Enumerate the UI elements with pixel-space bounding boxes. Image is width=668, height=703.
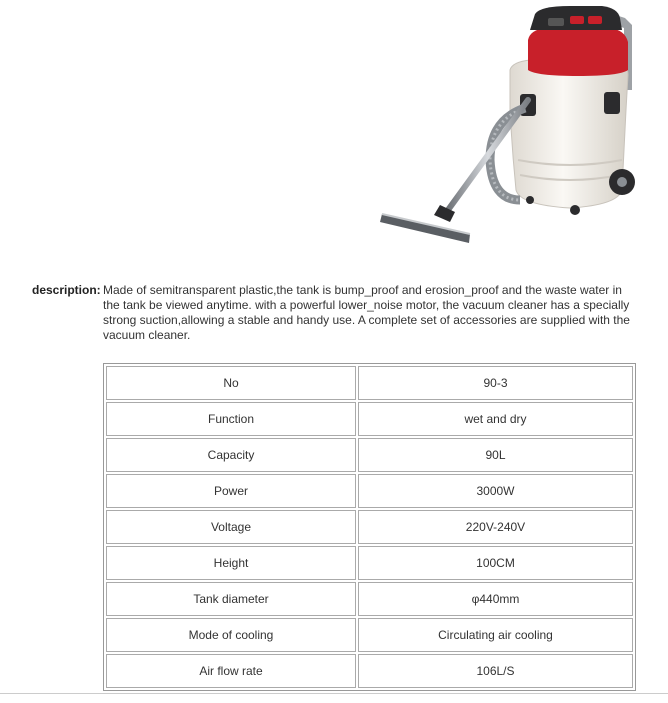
description-text: Made of semitransparent plastic,the tank is bump_proof and erosion_proof and the waste water in the tank be viewed anytime. with a powerful lower_noise motor, the vacuum cleaner has a specially strong suction,allowing a stable and handy use. A complete set of accessories are supplied with the vacuum cleaner. xyxy=(103,283,630,342)
spec-key: Power xyxy=(106,474,356,508)
table-row xyxy=(106,582,633,616)
spec-key: Air flow rate xyxy=(106,654,356,688)
spec-value: 3000W xyxy=(358,474,633,508)
spec-value: 106L/S xyxy=(358,654,633,688)
floor-nozzle xyxy=(380,214,470,243)
table-row xyxy=(106,438,633,472)
table-row xyxy=(106,402,633,436)
description-label: description: xyxy=(32,283,101,297)
spec-value: φ440mm xyxy=(358,582,633,616)
table-row xyxy=(106,618,633,652)
table-row xyxy=(106,546,633,580)
spec-table xyxy=(103,363,636,691)
spec-key: No xyxy=(106,366,356,400)
divider xyxy=(0,693,668,694)
spec-value: 90-3 xyxy=(358,366,633,400)
spec-key: Tank diameter xyxy=(106,582,356,616)
spec-key: Height xyxy=(106,546,356,580)
product-image xyxy=(370,0,650,252)
spec-key: Voltage xyxy=(106,510,356,544)
spec-value: wet and dry xyxy=(358,402,633,436)
spec-value: 90L xyxy=(358,438,633,472)
table-row xyxy=(106,474,633,508)
spec-value: Circulating air cooling xyxy=(358,618,633,652)
spec-value: 220V-240V xyxy=(358,510,633,544)
spec-key: Capacity xyxy=(106,438,356,472)
table-row xyxy=(106,510,633,544)
table-row xyxy=(106,366,633,400)
spec-key: Mode of cooling xyxy=(106,618,356,652)
spec-key: Function xyxy=(106,402,356,436)
motor-head xyxy=(528,28,628,76)
table-row xyxy=(106,654,633,688)
spec-value: 100CM xyxy=(358,546,633,580)
